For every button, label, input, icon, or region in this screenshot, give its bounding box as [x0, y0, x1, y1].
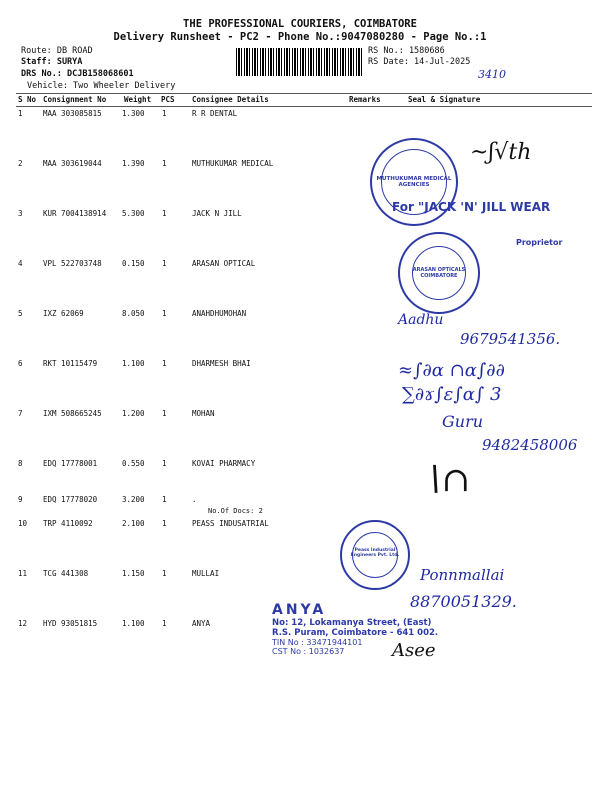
- rs-number: RS No.: 1580686: [368, 46, 445, 56]
- rs-date: RS Date: 14-Jul-2025: [368, 57, 471, 67]
- cell-sno: 10: [18, 519, 28, 528]
- cell-cons: VPL 522703748: [43, 259, 102, 268]
- company-title: THE PROFESSIONAL COURIERS, COIMBATORE: [183, 18, 417, 30]
- vehicle-label: Vehicle: Two Wheeler Delivery: [27, 81, 176, 91]
- cell-consignee: ANYA: [192, 619, 211, 628]
- signature-row11-name: Ponnmallai: [420, 566, 505, 584]
- cell-consignee: MOHAN: [192, 409, 215, 418]
- cell-pcs: 1: [162, 359, 167, 368]
- cell-pcs: 1: [162, 619, 167, 628]
- header-bottom-rule: [16, 106, 592, 107]
- anya-stamp-name: ANYA: [272, 602, 327, 618]
- cell-consignee: .: [192, 495, 197, 504]
- cell-cons: TCG 441308: [43, 569, 89, 578]
- cell-weight: 1.150: [122, 569, 145, 578]
- cell-pcs: 1: [162, 159, 167, 168]
- cell-sno: 9: [18, 495, 23, 504]
- handwritten-code: 3410: [478, 68, 506, 81]
- signature-row8: ∖∩: [420, 460, 471, 500]
- cell-consignee: MULLAI: [192, 569, 220, 578]
- cell-cons: EDQ 17778020: [43, 495, 98, 504]
- signature-row5: Aadhu: [398, 312, 444, 328]
- cell-weight: 3.200: [122, 495, 145, 504]
- cell-consignee: KOVAI PHARMACY: [192, 459, 256, 468]
- phone-row11: 8870051329.: [410, 592, 517, 611]
- cell-consignee: ANAHDHUMOHAN: [192, 309, 247, 318]
- anya-stamp-cst: CST No : 1032637: [272, 647, 345, 656]
- cell-sno: 7: [18, 409, 23, 418]
- cell-consignee: R R DENTAL: [192, 109, 238, 118]
- anya-stamp-tin: TIN No : 33471944101: [272, 638, 363, 647]
- phone-row7: 9482458006: [482, 436, 578, 454]
- cell-consignee: DHARMESH BHAI: [192, 359, 251, 368]
- cell-pcs: 1: [162, 495, 167, 504]
- cell-pcs: 1: [162, 109, 167, 118]
- cell-sno: 1: [18, 109, 23, 118]
- cell-pcs: 1: [162, 459, 167, 468]
- cell-sno: 2: [18, 159, 23, 168]
- cell-sno: 8: [18, 459, 23, 468]
- cell-sno: 5: [18, 309, 23, 318]
- cell-weight: 5.300: [122, 209, 145, 218]
- peass-stamp-text: Peass Industrial Engineers Pvt. Ltd.: [350, 548, 400, 558]
- col-pcs: PCS: [161, 95, 175, 104]
- cell-sno: 6: [18, 359, 23, 368]
- cell-weight: 0.150: [122, 259, 145, 268]
- peass-stamp: [340, 520, 410, 590]
- cell-pcs: 1: [162, 569, 167, 578]
- cell-weight: 0.550: [122, 459, 145, 468]
- phone-row5: 9679541356.: [460, 330, 561, 348]
- cell-weight: 2.100: [122, 519, 145, 528]
- cell-cons: RKT 10115479: [43, 359, 98, 368]
- cell-cons: IXZ 62069: [43, 309, 84, 318]
- signature-row6b: ∑∂ɤ∫ɛ∫ɑ∫ 3: [402, 384, 502, 405]
- cell-cons: EDQ 17778001: [43, 459, 98, 468]
- cell-weight: 1.100: [122, 619, 145, 628]
- route-label: Route: DB ROAD: [21, 46, 93, 56]
- proprietor-label: Proprietor: [516, 238, 563, 247]
- arasan-stamp-text: ARASAN OPTICALS COIMBATORE: [412, 267, 466, 279]
- cell-cons: KUR 7004138914: [43, 209, 107, 218]
- signature-row7: Guru: [442, 412, 484, 431]
- cell-consignee: JACK N JILL: [192, 209, 242, 218]
- col-seal-signature: Seal & Signature: [408, 95, 481, 104]
- signature-row12: Asee: [392, 640, 436, 661]
- col-consignee: Consignee Details: [192, 95, 269, 104]
- runsheet-title: Delivery Runsheet - PC2 - Phone No.:9047080280 - Page No.:1: [113, 31, 487, 43]
- col-remarks: Remarks: [349, 95, 381, 104]
- muthukumar-stamp-text: MUTHUKUMAR MEDICAL AGENCIES: [376, 176, 452, 188]
- cell-weight: 1.100: [122, 359, 145, 368]
- cell-consignee: PEASS INDUSATRIAL: [192, 519, 269, 528]
- cell-weight: 1.390: [122, 159, 145, 168]
- cell-cons: HYD 93051815: [43, 619, 98, 628]
- arasan-stamp: [398, 232, 480, 314]
- jacknjill-stamp: For "JACK 'N' JILL WEAR: [392, 200, 551, 214]
- barcode: [236, 48, 362, 76]
- cell-weight: 1.200: [122, 409, 145, 418]
- col-sno: S No: [18, 95, 37, 104]
- cell-pcs: 1: [162, 309, 167, 318]
- col-consignment: Consignment No: [43, 95, 107, 104]
- cell-weight: 1.300: [122, 109, 145, 118]
- cell-cons: MAA 303619044: [43, 159, 102, 168]
- cell-cons: IXM 508665245: [43, 409, 102, 418]
- anya-stamp-addr2: R.S. Puram, Coimbatore - 641 002.: [272, 628, 439, 638]
- cell-consignee: ARASAN OPTICAL: [192, 259, 256, 268]
- header-top-rule: [16, 93, 592, 94]
- cell-sno: 12: [18, 619, 28, 628]
- cell-consignee: MUTHUKUMAR MEDICAL: [192, 159, 274, 168]
- cell-pcs: 1: [162, 519, 167, 528]
- cell-pcs: 1: [162, 209, 167, 218]
- signature-row2: ~ʃ√th: [470, 140, 532, 165]
- cell-cons: MAA 303085815: [43, 109, 102, 118]
- cell-pcs: 1: [162, 409, 167, 418]
- cell-sno: 11: [18, 569, 28, 578]
- cell-sno: 4: [18, 259, 23, 268]
- signature-row6: ≈∫∂ɑ ∩ɑ∫∂∂: [398, 360, 505, 381]
- cell-weight: 8.050: [122, 309, 145, 318]
- col-weight: Weight: [124, 95, 152, 104]
- cell-cons: TRP 4110092: [43, 519, 93, 528]
- drs-number: DRS No.: DCJB158068601: [21, 69, 134, 79]
- cell-sno: 3: [18, 209, 23, 218]
- cell-pcs: 1: [162, 259, 167, 268]
- anya-stamp-addr1: No: 12, Lokamanya Street, (East): [272, 618, 432, 628]
- staff-label: Staff: SURYA: [21, 57, 83, 67]
- cell-docs-note: No.Of Docs: 2: [208, 507, 263, 515]
